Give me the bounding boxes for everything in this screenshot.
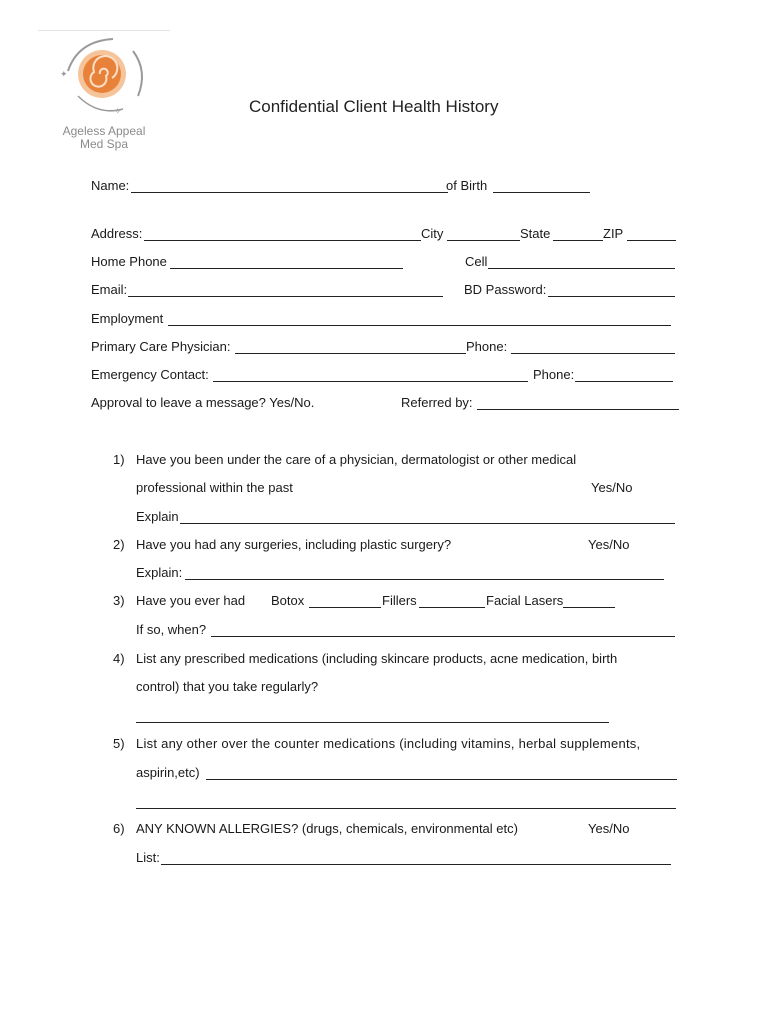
question-4-number: 4) — [113, 651, 125, 666]
dob-field[interactable] — [493, 192, 590, 193]
question-1-number: 1) — [113, 452, 125, 467]
pcp-phone-label: Phone: — [466, 339, 508, 354]
cell-field[interactable] — [488, 268, 675, 269]
botox-field[interactable] — [309, 607, 381, 608]
question-1-text-cont: professional within the past — [136, 480, 293, 495]
state-label: State — [520, 226, 551, 241]
question-1-yes-no[interactable]: Yes/No — [591, 480, 633, 495]
question-5-text: List any other over the counter medications (including vitamins, herbal supplements, — [136, 736, 641, 751]
name-label: Name: — [91, 178, 130, 193]
lasers-label: Facial Lasers — [486, 593, 564, 608]
question-2-explain-label: Explain: — [136, 565, 183, 580]
question-5-text-cont: aspirin,etc) — [136, 765, 200, 780]
email-label: Email: — [91, 282, 128, 297]
emergency-field[interactable] — [213, 381, 528, 382]
question-4-answer-field[interactable] — [136, 722, 609, 723]
question-2-text: Have you had any surgeries, including plastic surgery? — [136, 537, 452, 552]
pcp-phone-field[interactable] — [511, 353, 675, 354]
question-5-number: 5) — [113, 736, 125, 751]
cell-label: Cell — [465, 254, 488, 269]
lasers-field[interactable] — [563, 607, 615, 608]
question-4-text: List any prescribed medications (including skincare products, acne medication, birth — [136, 651, 618, 666]
employment-field[interactable] — [168, 325, 671, 326]
question-4-text-cont: control) that you take regularly? — [136, 679, 319, 694]
svg-text:✧: ✧ — [114, 107, 122, 117]
question-3-text: Have you ever had — [136, 593, 246, 608]
employment-label: Employment — [91, 311, 164, 326]
question-6-list-field[interactable] — [161, 864, 671, 865]
zip-label: ZIP — [603, 226, 624, 241]
referred-field[interactable] — [477, 409, 679, 410]
address-label: Address: — [91, 226, 143, 241]
question-6-number: 6) — [113, 821, 125, 836]
question-3-when-field[interactable] — [211, 636, 675, 637]
dob-label: of Birth — [446, 178, 488, 193]
swirl-logo-icon — [38, 31, 170, 126]
question-2-yes-no[interactable]: Yes/No — [588, 537, 630, 552]
city-label: City — [421, 226, 444, 241]
question-5-answer-field-2[interactable] — [136, 808, 676, 809]
referred-label: Referred by: — [401, 395, 473, 410]
pcp-label: Primary Care Physician: — [91, 339, 231, 354]
question-1-explain-label: Explain — [136, 509, 179, 524]
question-1-explain-field[interactable] — [180, 523, 675, 524]
question-3-when-label: If so, when? — [136, 622, 207, 637]
question-2-number: 2) — [113, 537, 125, 552]
question-6-text: ANY KNOWN ALLERGIES? (drugs, chemicals, environmental etc) — [136, 821, 518, 836]
question-6-list-label: List: — [136, 850, 160, 865]
emergency-phone-field[interactable] — [575, 381, 673, 382]
zip-field[interactable] — [627, 240, 676, 241]
emergency-phone-label: Phone: — [533, 367, 575, 382]
question-5-answer-field[interactable] — [206, 779, 677, 780]
name-field[interactable] — [131, 192, 448, 193]
logo-line-2: Med Spa — [79, 137, 129, 151]
botox-label: Botox — [271, 593, 305, 608]
svg-text:✦: ✦ — [60, 70, 68, 80]
bd-password-field[interactable] — [548, 296, 675, 297]
state-field[interactable] — [553, 240, 603, 241]
city-field[interactable] — [447, 240, 520, 241]
emergency-label: Emergency Contact: — [91, 367, 209, 382]
approval-label: Approval to leave a message? Yes/No. — [91, 395, 315, 410]
spa-logo — [38, 30, 170, 153]
fillers-field[interactable] — [419, 607, 485, 608]
bd-password-label: BD Password: — [464, 282, 547, 297]
question-2-explain-field[interactable] — [185, 579, 664, 580]
question-6-yes-no[interactable]: Yes/No — [588, 821, 630, 836]
logo-line-1: Ageless Appeal — [62, 124, 146, 138]
home-phone-label: Home Phone — [91, 254, 167, 269]
fillers-label: Fillers — [382, 593, 417, 608]
question-3-number: 3) — [113, 593, 125, 608]
page-title: Confidential Client Health History — [249, 97, 499, 116]
address-field[interactable] — [144, 240, 421, 241]
pcp-field[interactable] — [235, 353, 466, 354]
home-phone-field[interactable] — [170, 268, 403, 269]
email-field[interactable] — [128, 296, 443, 297]
question-1-text: Have you been under the care of a physician, dermatologist or other medical — [136, 452, 577, 467]
